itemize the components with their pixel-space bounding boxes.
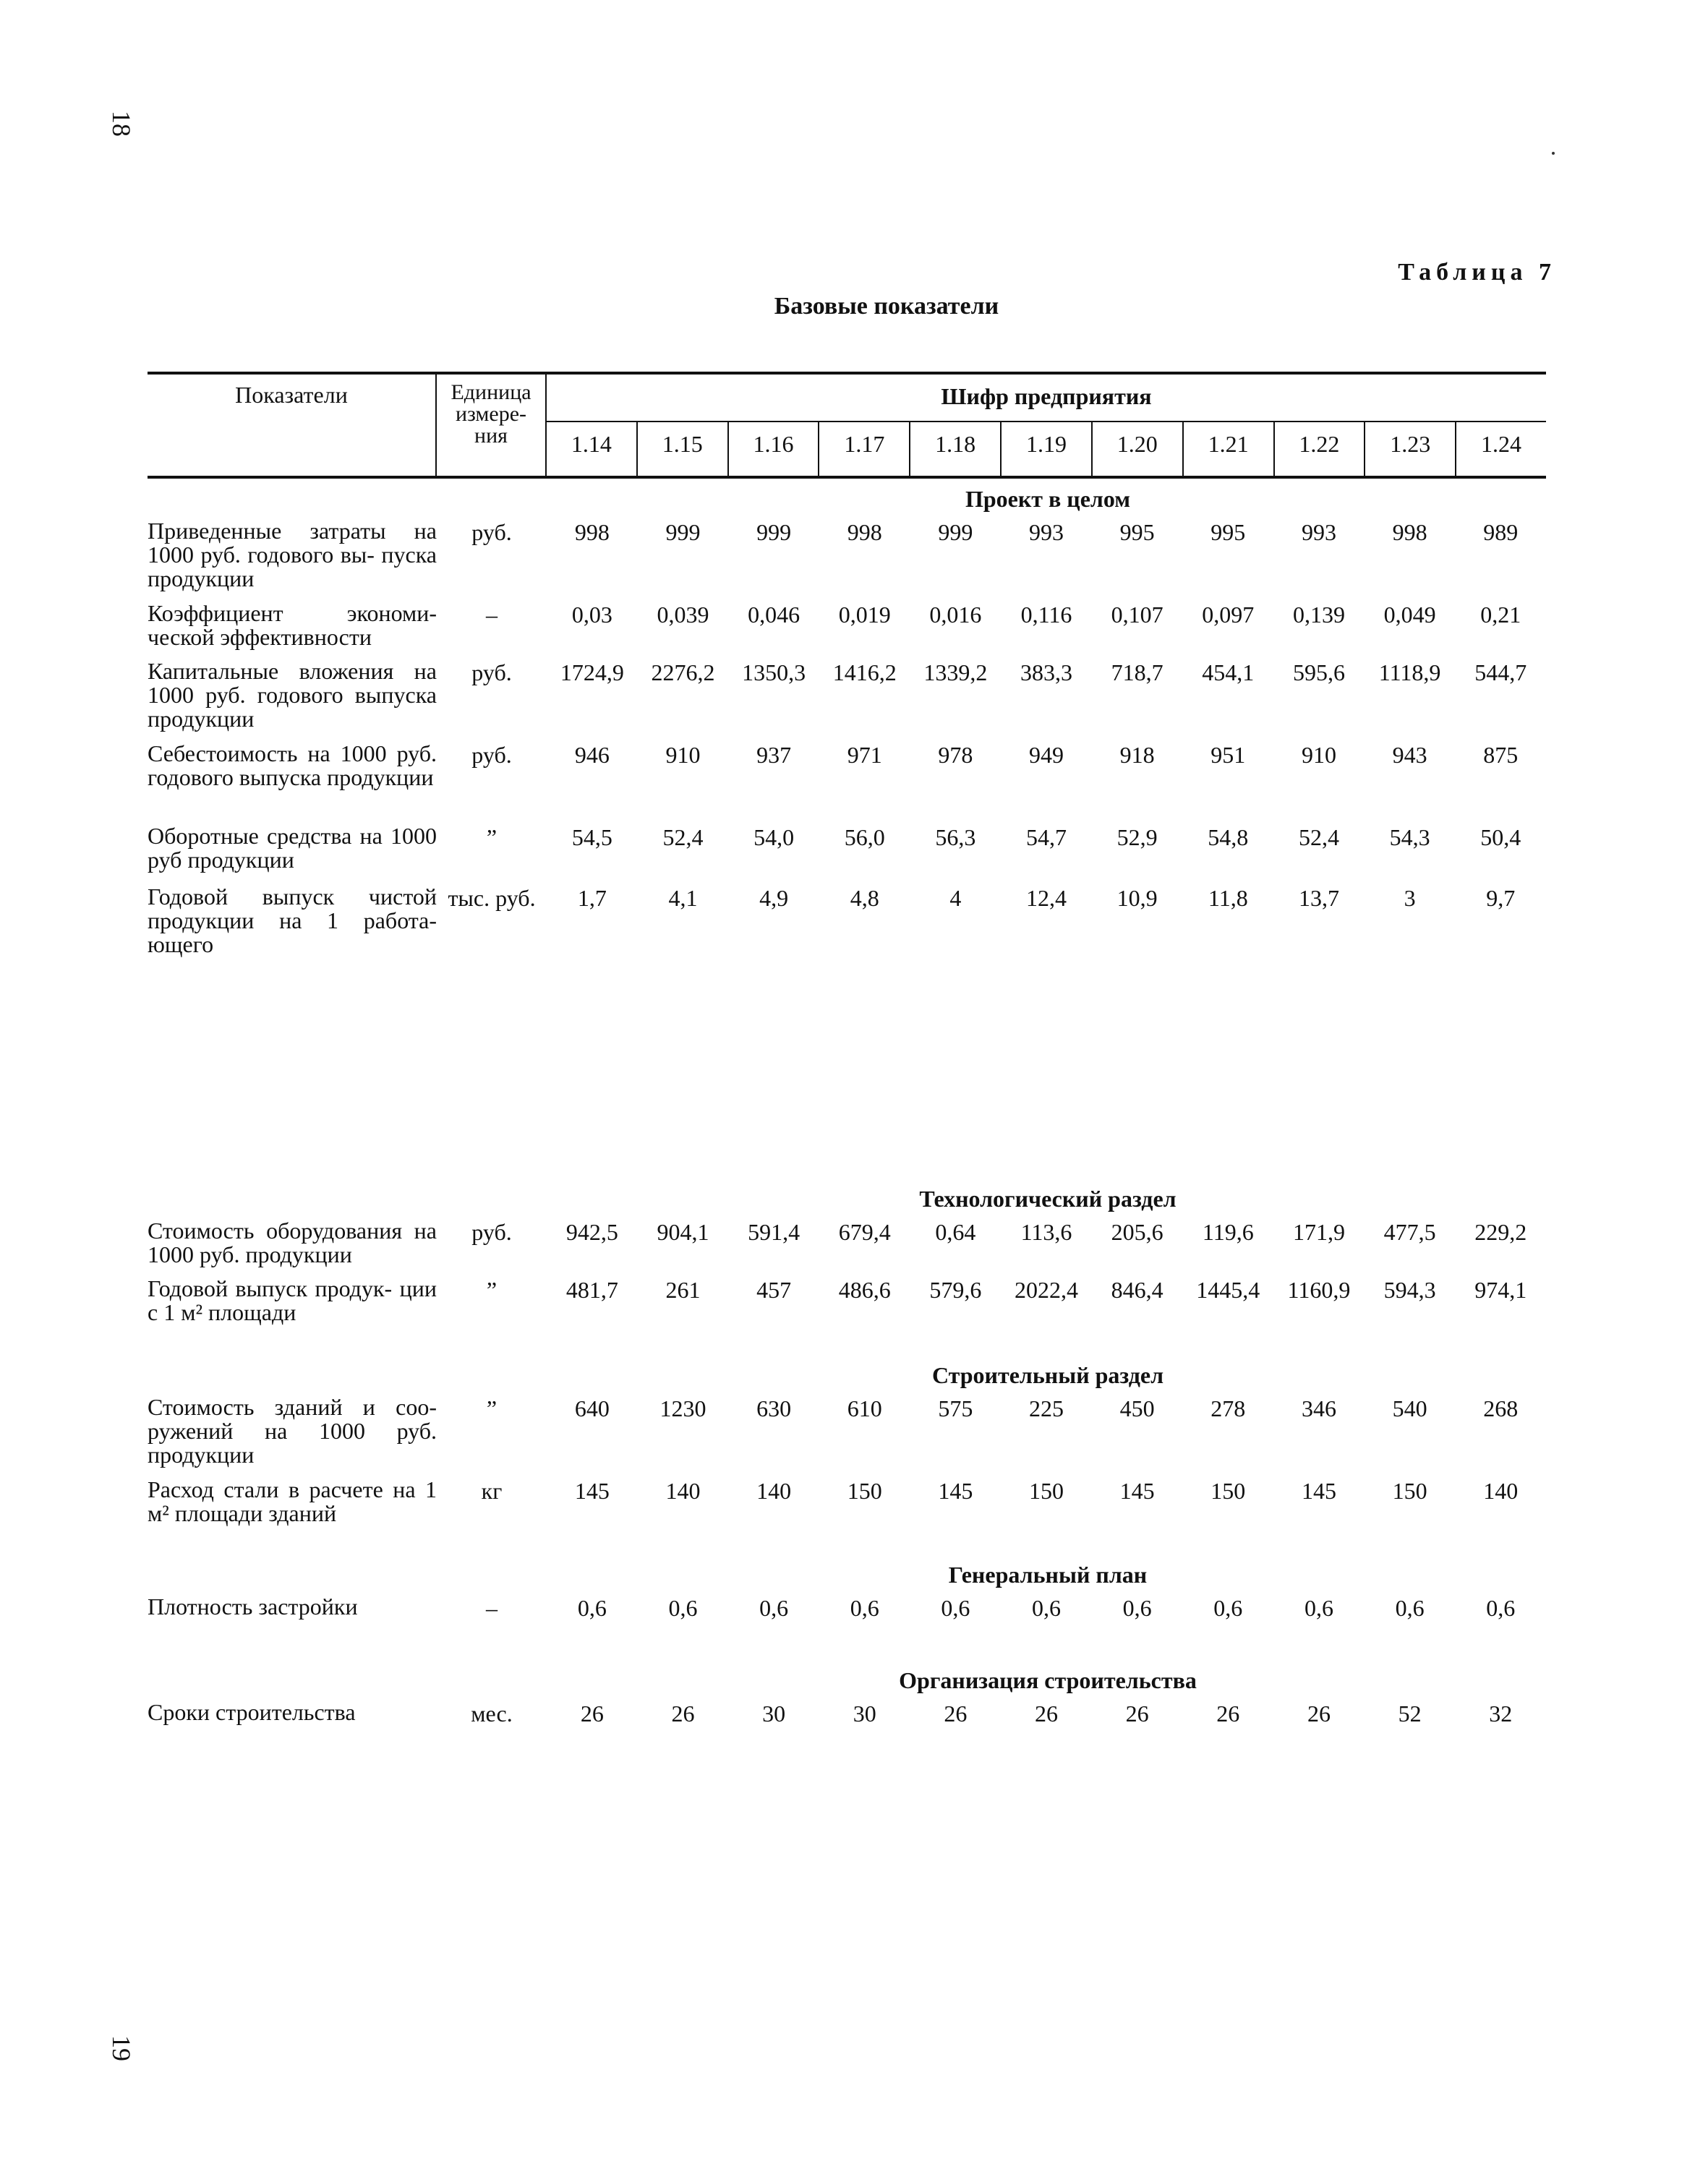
row-values (547, 885, 1546, 912)
value-cell: 54,3 (1389, 824, 1430, 850)
value-cell: 150 (847, 1478, 882, 1504)
value-cell: 150 (1210, 1478, 1246, 1504)
value-cell: 943 (1392, 742, 1427, 768)
value-cell: 52 (1398, 1700, 1422, 1727)
value-cell: 50,4 (1480, 824, 1521, 850)
value-cell: 2276,2 (651, 659, 715, 685)
value-cell: 1,7 (577, 885, 607, 911)
row-indicator: Стоимость зданий и соо- ружений на 1000 руб. продукции (148, 1394, 437, 1468)
section-title: Генеральный план (948, 1562, 1148, 1588)
value-cell: 971 (847, 742, 882, 768)
value-cell: 450 (1119, 1395, 1155, 1421)
value-cell: 54,5 (571, 824, 612, 850)
value-cell: 1339,2 (923, 659, 988, 685)
value-cell: 3 (1404, 885, 1416, 911)
value-cell: 54,8 (1208, 824, 1249, 850)
row-indicator: Оборотные средства на 1000 руб продукции (148, 823, 437, 873)
value-cell: 0,6 (1486, 1595, 1516, 1621)
value-cell: 2022,4 (1015, 1277, 1079, 1303)
value-cell: 846,4 (1111, 1277, 1163, 1303)
header-enterprise-code: Шифр предприятия (547, 375, 1546, 422)
value-cell: 1230 (659, 1395, 706, 1421)
value-cell: 0,6 (941, 1595, 970, 1621)
value-cell: 52,9 (1116, 824, 1158, 850)
value-cell: 998 (847, 519, 882, 545)
value-cell: 937 (756, 742, 792, 768)
value-cell: 225 (1029, 1395, 1064, 1421)
value-cell: 1445,4 (1196, 1277, 1260, 1303)
row-unit: ” (486, 1395, 498, 1421)
value-cell: 998 (574, 519, 610, 545)
value-cell: 0,6 (759, 1595, 789, 1621)
value-cell: 26 (944, 1700, 968, 1727)
value-cell: 26 (1125, 1700, 1149, 1727)
value-cell: 1350,3 (742, 659, 806, 685)
header-code: 1.18 (910, 422, 1002, 476)
value-cell: 875 (1483, 742, 1519, 768)
value-cell: 999 (756, 519, 792, 545)
value-cell: 346 (1301, 1395, 1336, 1421)
value-cell: 0,6 (1304, 1595, 1333, 1621)
value-cell: 999 (665, 519, 701, 545)
value-cell: 150 (1392, 1478, 1427, 1504)
header-code: 1.23 (1365, 422, 1456, 476)
value-cell: 52,4 (1298, 824, 1339, 850)
row-unit: руб. (471, 659, 512, 685)
header-code: 1.22 (1275, 422, 1366, 476)
value-cell: 0,6 (1122, 1595, 1152, 1621)
row-values (547, 1478, 1546, 1505)
section-title: Строительный раздел (931, 1362, 1164, 1388)
value-cell: 993 (1029, 519, 1064, 545)
section-title: Проект в целом (965, 486, 1131, 512)
row-indicator: Расход стали в расчете на 1 м² площади зданий (148, 1476, 437, 1526)
row-indicator: Себестоимость на 1000 руб. годового выпуска продукции (148, 740, 437, 790)
value-cell: 949 (1029, 742, 1064, 768)
value-cell: 0,6 (577, 1595, 607, 1621)
value-cell: 171,9 (1292, 1219, 1345, 1245)
row-unit: тыс. руб. (448, 885, 536, 911)
value-cell: 12,4 (1026, 885, 1067, 911)
value-cell: 0,139 (1292, 602, 1345, 628)
row-indicator: Капитальные вложения на 1000 руб. годового выпуска продукции (148, 658, 437, 732)
value-cell: 145 (574, 1478, 610, 1504)
value-cell: 54,7 (1026, 824, 1067, 850)
value-cell: 140 (665, 1478, 701, 1504)
value-cell: 718,7 (1111, 659, 1163, 685)
value-cell: 679,4 (838, 1219, 891, 1245)
header-code: 1.16 (729, 422, 820, 476)
value-cell: 119,6 (1202, 1219, 1254, 1245)
value-cell: 0,21 (1480, 602, 1521, 628)
value-cell: 261 (665, 1277, 701, 1303)
row-values (547, 659, 1546, 686)
table-header (148, 372, 1546, 479)
value-cell: 4,8 (850, 885, 879, 911)
header-code: 1.14 (547, 422, 638, 476)
row-indicator: Годовой выпуск чистой продукции на 1 работа- ющего (148, 884, 437, 957)
value-cell: 13,7 (1298, 885, 1339, 911)
table-label: Таблица 7 (1398, 259, 1556, 286)
value-cell: 11,8 (1208, 885, 1248, 911)
page-number-bottom: 19 (107, 2035, 136, 2061)
value-cell: 610 (847, 1395, 882, 1421)
header-code: 1.17 (819, 422, 910, 476)
value-cell: 995 (1119, 519, 1155, 545)
value-cell: 205,6 (1111, 1219, 1163, 1245)
value-cell: 278 (1210, 1395, 1246, 1421)
value-cell: 477,5 (1383, 1219, 1436, 1245)
section-title: Организация строительства (899, 1667, 1197, 1693)
value-cell: 946 (574, 742, 610, 768)
value-cell: 113,6 (1020, 1219, 1072, 1245)
value-cell: 579,6 (929, 1277, 982, 1303)
value-cell: 540 (1392, 1395, 1427, 1421)
value-cell: 26 (580, 1700, 604, 1727)
header-code: 1.15 (638, 422, 729, 476)
value-cell: 268 (1483, 1395, 1519, 1421)
row-values (547, 519, 1546, 546)
row-values (547, 1219, 1546, 1246)
row-values (547, 1395, 1546, 1422)
value-cell: 56,3 (935, 824, 976, 850)
value-cell: 56,0 (844, 824, 885, 850)
row-unit: руб. (471, 742, 512, 768)
value-cell: 0,046 (748, 602, 800, 628)
value-cell: 145 (1119, 1478, 1155, 1504)
value-cell: 30 (853, 1700, 876, 1727)
value-cell: 9,7 (1486, 885, 1516, 911)
row-values (547, 602, 1546, 628)
value-cell: 145 (938, 1478, 973, 1504)
value-cell: 383,3 (1020, 659, 1073, 685)
value-cell: 630 (756, 1395, 792, 1421)
row-indicator: Сроки строительства (148, 1699, 356, 1725)
page-number-top: 18 (107, 111, 136, 137)
value-cell: 1118,9 (1378, 659, 1441, 685)
value-cell: 54,0 (753, 824, 795, 850)
value-cell: 974,1 (1474, 1277, 1527, 1303)
row-indicator: Стоимость оборудования на 1000 руб. продукции (148, 1218, 437, 1267)
value-cell: 26 (671, 1700, 695, 1727)
value-cell: 0,097 (1202, 602, 1255, 628)
value-cell: 4,9 (759, 885, 789, 911)
value-cell: 591,4 (748, 1219, 800, 1245)
value-cell: 989 (1483, 519, 1519, 545)
value-cell: 0,64 (935, 1219, 976, 1245)
value-cell: 150 (1029, 1478, 1064, 1504)
value-cell: 4,1 (668, 885, 698, 911)
row-values (547, 742, 1546, 769)
header-code: 1.21 (1184, 422, 1275, 476)
value-cell: 0,6 (1395, 1595, 1425, 1621)
value-cell: 26 (1035, 1700, 1059, 1727)
value-cell: 951 (1210, 742, 1246, 768)
header-unit: Единица измере- ния (437, 375, 547, 476)
header-indicators: Показатели (148, 375, 437, 476)
header-codes (547, 422, 1546, 476)
value-cell: 1416,2 (832, 659, 897, 685)
header-code: 1.24 (1481, 431, 1522, 457)
row-unit: мес. (471, 1700, 513, 1727)
value-cell: 999 (938, 519, 973, 545)
value-cell: 1724,9 (560, 659, 624, 685)
value-cell: 229,2 (1474, 1219, 1527, 1245)
value-cell: 10,9 (1116, 885, 1158, 911)
value-cell: 0,116 (1020, 602, 1072, 628)
row-unit: руб. (471, 1219, 512, 1245)
value-cell: 30 (762, 1700, 786, 1727)
value-cell: 978 (938, 742, 973, 768)
value-cell: 0,6 (1213, 1595, 1243, 1621)
value-cell: 594,3 (1383, 1277, 1436, 1303)
row-values (547, 1700, 1546, 1727)
value-cell: 904,1 (657, 1219, 709, 1245)
value-cell: 4 (949, 885, 962, 911)
value-cell: 0,6 (850, 1595, 879, 1621)
value-cell: 1160,9 (1287, 1277, 1351, 1303)
value-cell: 486,6 (838, 1277, 891, 1303)
value-cell: 995 (1210, 519, 1246, 545)
value-cell: 457 (756, 1277, 792, 1303)
header-code: 1.19 (1002, 422, 1093, 476)
row-indicator: Приведенные затраты на 1000 руб. годового вы- пуска продукции (148, 518, 437, 591)
value-cell: 910 (665, 742, 701, 768)
scan-speck (1552, 152, 1555, 155)
row-indicator: Плотность застройки (148, 1593, 358, 1620)
page-title-text: Базовые показатели (774, 293, 999, 320)
header-code: 1.20 (1093, 422, 1184, 476)
value-cell: 454,1 (1202, 659, 1255, 685)
value-cell: 0,6 (668, 1595, 698, 1621)
row-unit: – (486, 1595, 498, 1621)
row-values (547, 824, 1546, 851)
page-title (0, 293, 1708, 320)
row-unit: ” (486, 1277, 498, 1303)
row-indicator: Годовой выпуск продук- ции с 1 м² площади (148, 1275, 437, 1325)
value-cell: 0,03 (571, 602, 612, 628)
value-cell: 0,039 (657, 602, 709, 628)
value-cell: 0,049 (1383, 602, 1436, 628)
value-cell: 942,5 (565, 1219, 618, 1245)
value-cell: 544,7 (1474, 659, 1527, 685)
value-cell: 993 (1301, 519, 1336, 545)
value-cell: 0,019 (838, 602, 891, 628)
row-unit: – (486, 602, 498, 628)
section-title: Технологический раздел (919, 1186, 1177, 1212)
value-cell: 140 (756, 1478, 792, 1504)
value-cell: 0,6 (1032, 1595, 1062, 1621)
value-cell: 26 (1307, 1700, 1331, 1727)
value-cell: 52,4 (662, 824, 704, 850)
value-cell: 910 (1301, 742, 1336, 768)
value-cell: 998 (1392, 519, 1427, 545)
value-cell: 595,6 (1292, 659, 1345, 685)
row-unit: кг (481, 1478, 503, 1504)
row-indicator: Коэффициент экономи- ческой эффективности (148, 600, 437, 650)
value-cell: 26 (1216, 1700, 1240, 1727)
value-cell: 32 (1489, 1700, 1513, 1727)
value-cell: 140 (1483, 1478, 1519, 1504)
value-cell: 481,7 (565, 1277, 618, 1303)
row-values (547, 1277, 1546, 1304)
value-cell: 145 (1301, 1478, 1336, 1504)
value-cell: 640 (574, 1395, 610, 1421)
value-cell: 0,016 (929, 602, 982, 628)
value-cell: 575 (938, 1395, 973, 1421)
row-unit: руб. (471, 519, 512, 545)
row-values (547, 1595, 1546, 1622)
value-cell: 918 (1119, 742, 1155, 768)
value-cell: 0,107 (1111, 602, 1163, 628)
row-unit: ” (486, 824, 498, 850)
